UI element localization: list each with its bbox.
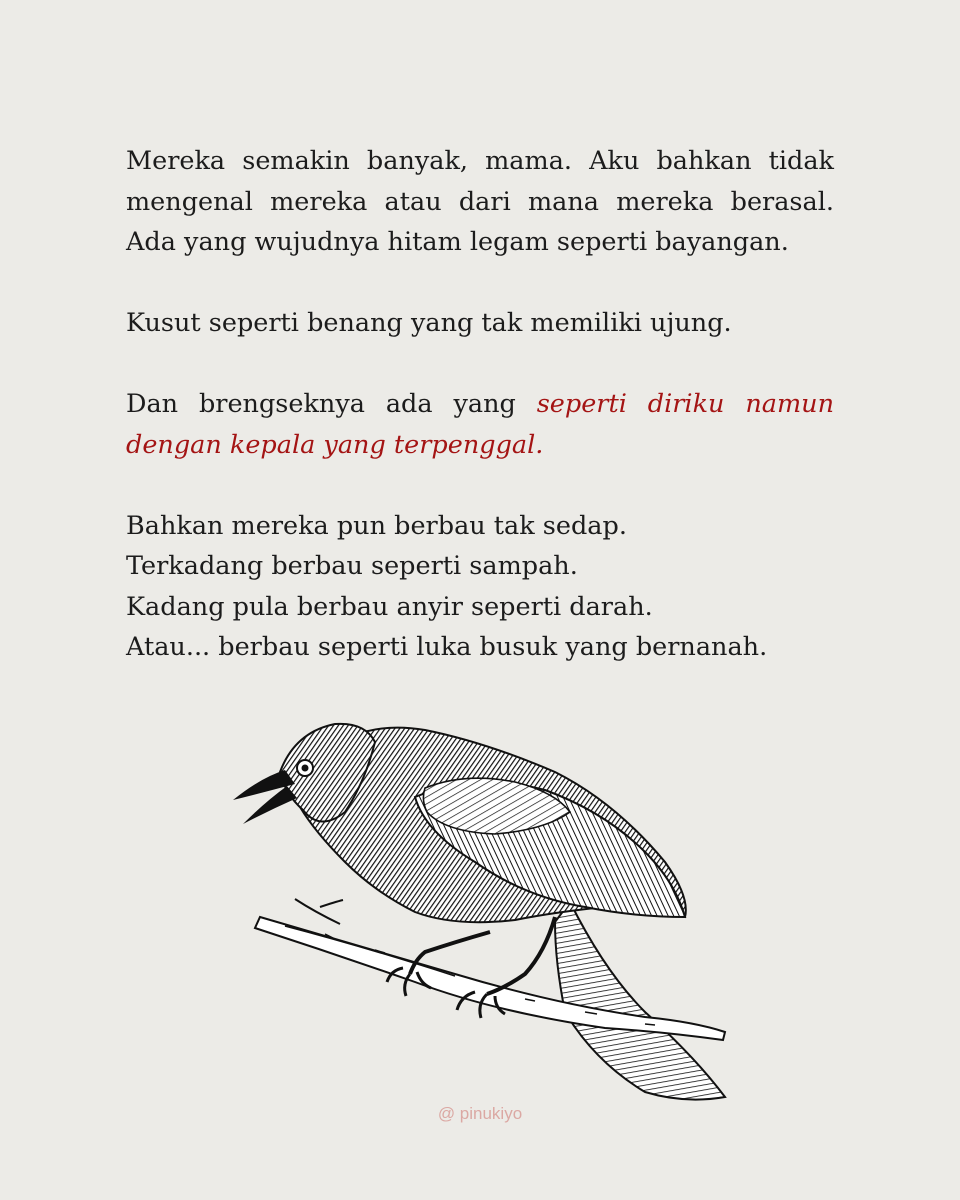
stanza-3 xyxy=(126,384,834,465)
stanza-4 xyxy=(126,506,834,668)
poem-line xyxy=(126,384,834,425)
poem-line: Bahkan mereka pun berbau tak sedap. xyxy=(126,510,627,541)
crow-on-branch-illustration xyxy=(225,712,735,1107)
poem-line: mengenal mereka atau dari mana mereka berasal. xyxy=(126,186,834,217)
author-credit: @ pinukiyo xyxy=(437,1104,523,1123)
poem-line: Kadang pula berbau anyir seperti darah. xyxy=(126,591,653,622)
stanza-2 xyxy=(126,303,834,344)
poem-line: Mereka semakin banyak, mama. Aku bahkan tidak xyxy=(126,146,834,176)
poem-line-plain: Dan brengseknya ada yang xyxy=(126,389,537,419)
accent-text: dengan kepala yang terpenggal. xyxy=(126,429,544,460)
poem-line: Kusut seperti benang yang tak memiliki ujung. xyxy=(126,308,732,338)
stanza-1 xyxy=(126,141,834,263)
accent-text: seperti diriku namun xyxy=(536,389,835,419)
poem-text xyxy=(126,141,834,668)
poem-line: Ada yang wujudnya hitam legam seperti bayangan. xyxy=(126,227,789,257)
poem-line: Terkadang berbau seperti sampah. xyxy=(126,551,578,581)
poem-line: Atau... berbau seperti luka busuk yang bernanah. xyxy=(126,632,768,662)
